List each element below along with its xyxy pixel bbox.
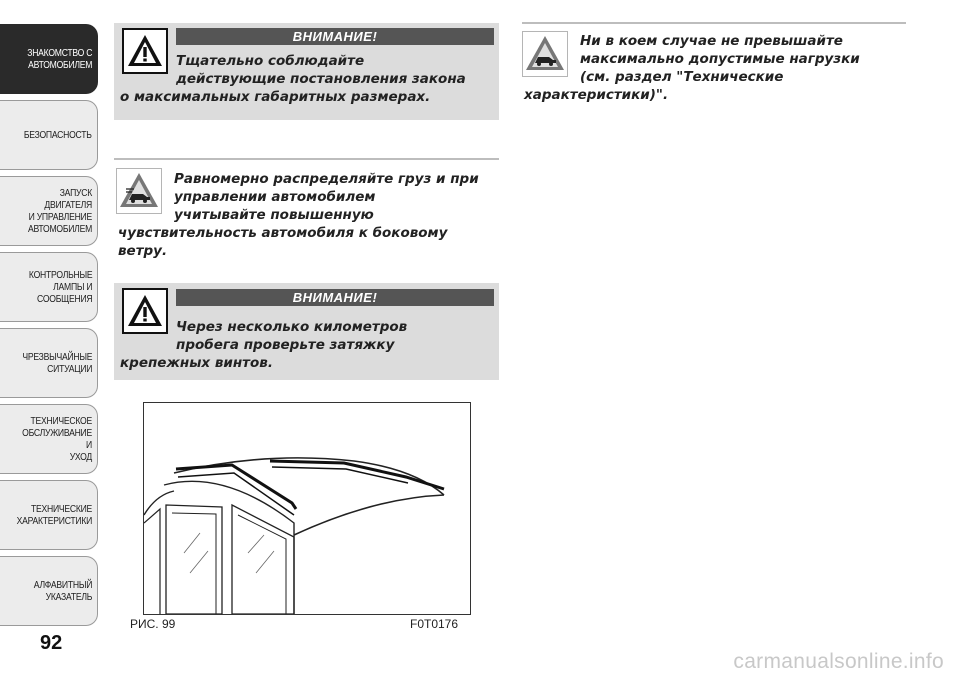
tab-index[interactable]	[0, 556, 98, 626]
warning-text-line: Тщательно соблюдайте	[176, 53, 365, 69]
note-text-line: характеристики)".	[524, 87, 669, 103]
note-text-line: Ни в коем случае не превышайте	[580, 33, 843, 49]
tab-label: ЗНАКОМСТВО С АВТОМОБИЛЕМ	[27, 47, 92, 71]
note-text-line: управлении автомобилем	[174, 189, 376, 205]
tab-label: ТЕХНИЧЕСКИЕ ХАРАКТЕРИСТИКИ	[16, 503, 93, 527]
tab-safety[interactable]	[0, 100, 98, 170]
note-text-line: (см. раздел "Технические	[580, 69, 784, 85]
car-load-icon	[116, 168, 162, 214]
warning-banner: ВНИМАНИЕ!	[176, 28, 494, 45]
warning-text-line: крепежных винтов.	[120, 355, 273, 371]
warning-triangle-icon	[122, 288, 168, 334]
warning-text-line: Через несколько километров	[176, 319, 408, 335]
tab-label: ЗАПУСК ДВИГАТЕЛЯ И УПРАВЛЕНИЕ АВТОМОБИЛЕМ	[27, 187, 92, 235]
page-number: 92	[40, 632, 63, 654]
figure-caption: РИС. 99	[130, 617, 176, 631]
tab-technical-specs[interactable]	[0, 480, 98, 550]
warning-box-2	[114, 283, 499, 380]
tab-label: АЛФАВИТНЫЙ УКАЗАТЕЛЬ	[33, 579, 92, 603]
section-rule	[114, 158, 499, 160]
tab-maintenance[interactable]	[0, 404, 98, 474]
tab-emergencies[interactable]	[0, 328, 98, 398]
note-text-line: чувствительность автомобиля к боковому	[118, 225, 448, 241]
tab-starting-driving[interactable]	[0, 176, 98, 246]
section-rule	[522, 22, 906, 24]
note-text-line: Равномерно распределяйте груз и при	[174, 171, 479, 187]
tab-label: КОНТРОЛЬНЫЕ ЛАМПЫ И СООБЩЕНИЯ	[28, 269, 92, 305]
note-text-line: ветру.	[118, 243, 168, 259]
tab-label: БЕЗОПАСНОСТЬ	[24, 129, 92, 141]
warning-text-line: действующие постановления закона	[176, 71, 466, 87]
tab-label: ЧРЕЗВЫЧАЙНЫЕ СИТУАЦИИ	[22, 351, 92, 375]
warning-box-1	[114, 23, 499, 120]
roof-rails-illustration	[144, 403, 470, 614]
warning-banner: ВНИМАНИЕ!	[176, 289, 494, 306]
warning-text-line: пробега проверьте затяжку	[176, 337, 395, 353]
figure-roof-rails	[143, 402, 471, 615]
tab-warning-lights[interactable]	[0, 252, 98, 322]
watermark: carmanualsonline.info	[733, 650, 944, 673]
note-text-line: максимально допустимые нагрузки	[580, 51, 860, 67]
figure-code: F0T0176	[410, 617, 459, 631]
warning-text-line: о максимальных габаритных размерах.	[120, 89, 431, 105]
tab-introduction[interactable]	[0, 24, 98, 94]
warning-triangle-icon	[122, 28, 168, 74]
note-text-line: учитывайте повышенную	[174, 207, 374, 223]
tab-label: ТЕХНИЧЕСКОЕ ОБСЛУЖИВАНИЕ И УХОД	[22, 415, 93, 463]
car-load-icon	[522, 31, 568, 77]
